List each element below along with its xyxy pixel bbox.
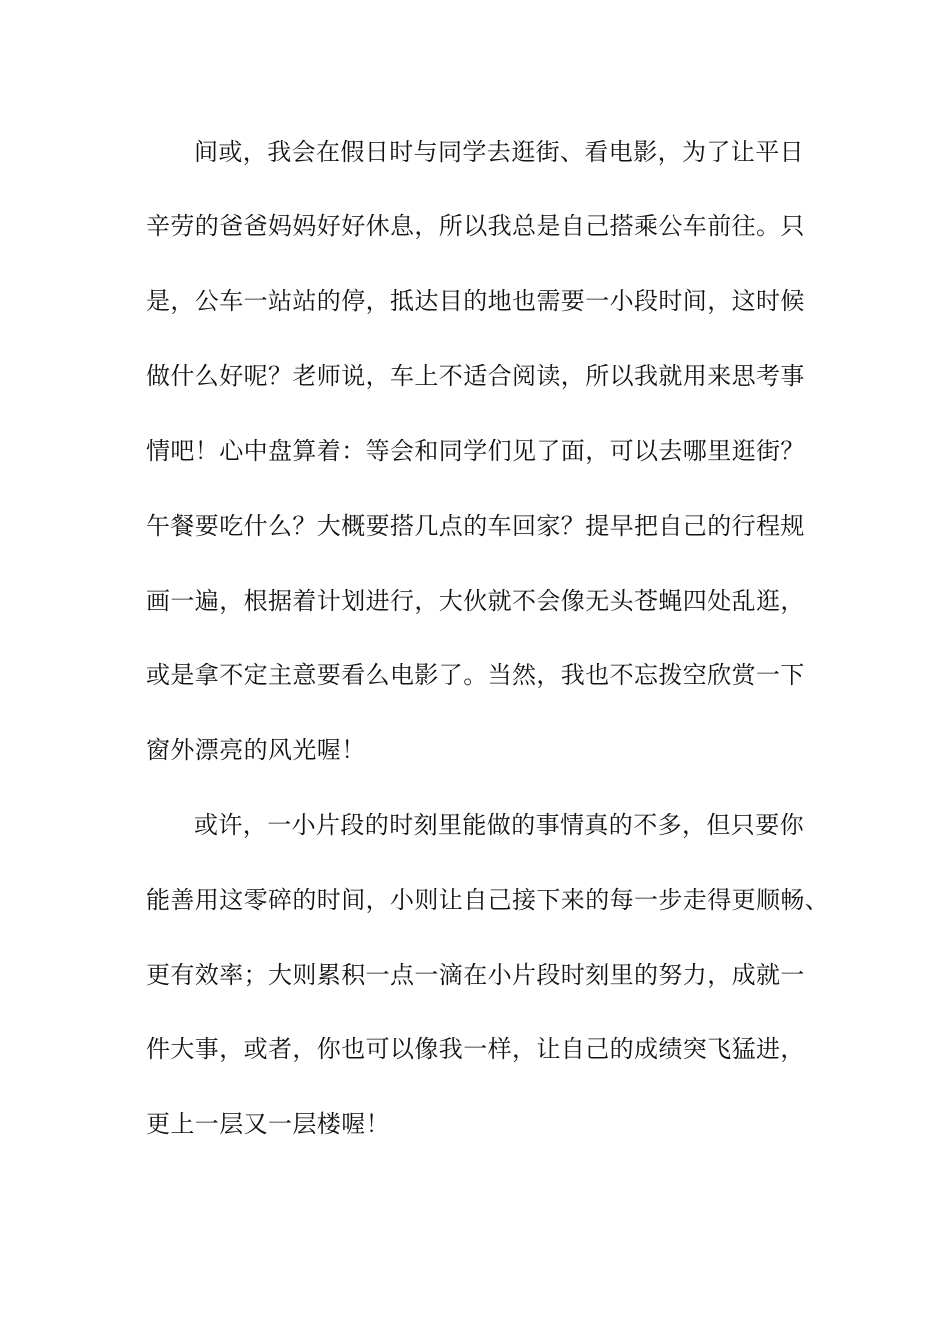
paragraph-2-line-2: 能善用这零碎的时间，小则让自己接下来的每一步走得更顺畅、 bbox=[146, 886, 830, 914]
paragraph-2-line-4: 件大事，或者，你也可以像我一样，让自己的成绩突飞猛进， bbox=[146, 1035, 805, 1063]
paragraph-2-line-3: 更有效率；大则累积一点一滴在小片段时刻里的努力，成就一 bbox=[146, 961, 805, 989]
paragraph-1-line-2: 辛劳的爸爸妈妈好好休息，所以我总是自己搭乘公车前往。只 bbox=[146, 212, 805, 240]
paragraph-1-line-5: 情吧！心中盘算着：等会和同学们见了面，可以去哪里逛街？ bbox=[146, 437, 805, 465]
paragraph-1-line-3: 是，公车一站站的停，抵达目的地也需要一小段时间，这时候 bbox=[146, 287, 805, 315]
paragraph-1-line-1: 间或，我会在假日时与同学去逛街、看电影，为了让平日 bbox=[194, 138, 804, 166]
paragraph-2-line-1: 或许，一小片段的时刻里能做的事情真的不多，但只要你 bbox=[194, 811, 804, 839]
paragraph-2-line-5: 更上一层又一层楼喔！ bbox=[146, 1110, 390, 1138]
paragraph-1-line-6: 午餐要吃什么？大概要搭几点的车回家？提早把自己的行程规 bbox=[146, 512, 805, 540]
paragraph-1-line-9: 窗外漂亮的风光喔！ bbox=[146, 736, 366, 764]
paragraph-1-line-7: 画一遍，根据着计划进行，大伙就不会像无头苍蝇四处乱逛， bbox=[146, 587, 805, 615]
paragraph-1-line-4: 做什么好呢？老师说，车上不适合阅读，所以我就用来思考事 bbox=[146, 362, 805, 390]
paragraph-1-line-8: 或是拿不定主意要看么电影了。当然，我也不忘拨空欣赏一下 bbox=[146, 661, 805, 689]
